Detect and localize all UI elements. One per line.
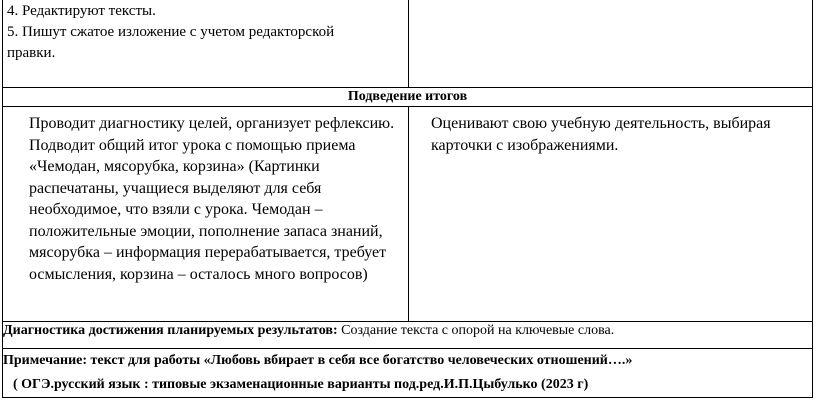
- note-cell: [3, 349, 813, 398]
- note-line: Примечание: текст для работы «Любовь вбирает в себя все богатство человеческих отношений….»: [3, 353, 633, 368]
- section-heading: Подведение итогов: [3, 88, 813, 107]
- note-row: [3, 349, 813, 398]
- diagnostics-value: Создание текста с опорой на ключевые слова.: [337, 323, 615, 338]
- step-item: 5. Пишут сжатое изложение с учетом редакторской: [7, 24, 335, 40]
- note-source-line: ( ОГЭ.русский язык : типовые экзаменационные варианты под.ред.И.П.Цыбулько (2023 г): [13, 377, 589, 392]
- student-activity-cell: [409, 107, 813, 322]
- teacher-activity-text: Проводит диагностику целей, организует рефлексию. Подводит общий итог урока с помощью приема «Чемодан, мясорубка, корзина» (Картинки распечатаны, учащиеся выделяют для себя необходимое, что взяли с урока. Чемодан – положительные эмоции, пополнение запаса знаний, мясорубка – информация перерабатывается, требует осмысления, корзина – осталось много вопросов): [29, 115, 395, 283]
- lesson-plan-table: [2, 0, 813, 398]
- summary-row: [3, 107, 813, 322]
- diagnostics-cell: [3, 322, 813, 349]
- student-activity-text: Оценивают свою учебную деятельность, выбирая карточки с изображениями.: [431, 115, 771, 154]
- teacher-activity-cell: [3, 107, 409, 322]
- diagnostics-row: [3, 322, 813, 349]
- steps-list: [3, 0, 408, 64]
- steps-row: [3, 0, 813, 88]
- step-item-continuation: правки.: [7, 45, 56, 61]
- diagnostics-label: Диагностика достижения планируемых результатов:: [3, 323, 338, 338]
- section-heading-row: [3, 88, 813, 107]
- step-item: 4. Редактируют тексты.: [7, 3, 156, 19]
- steps-cell: [3, 0, 409, 88]
- steps-right-cell: [409, 0, 813, 88]
